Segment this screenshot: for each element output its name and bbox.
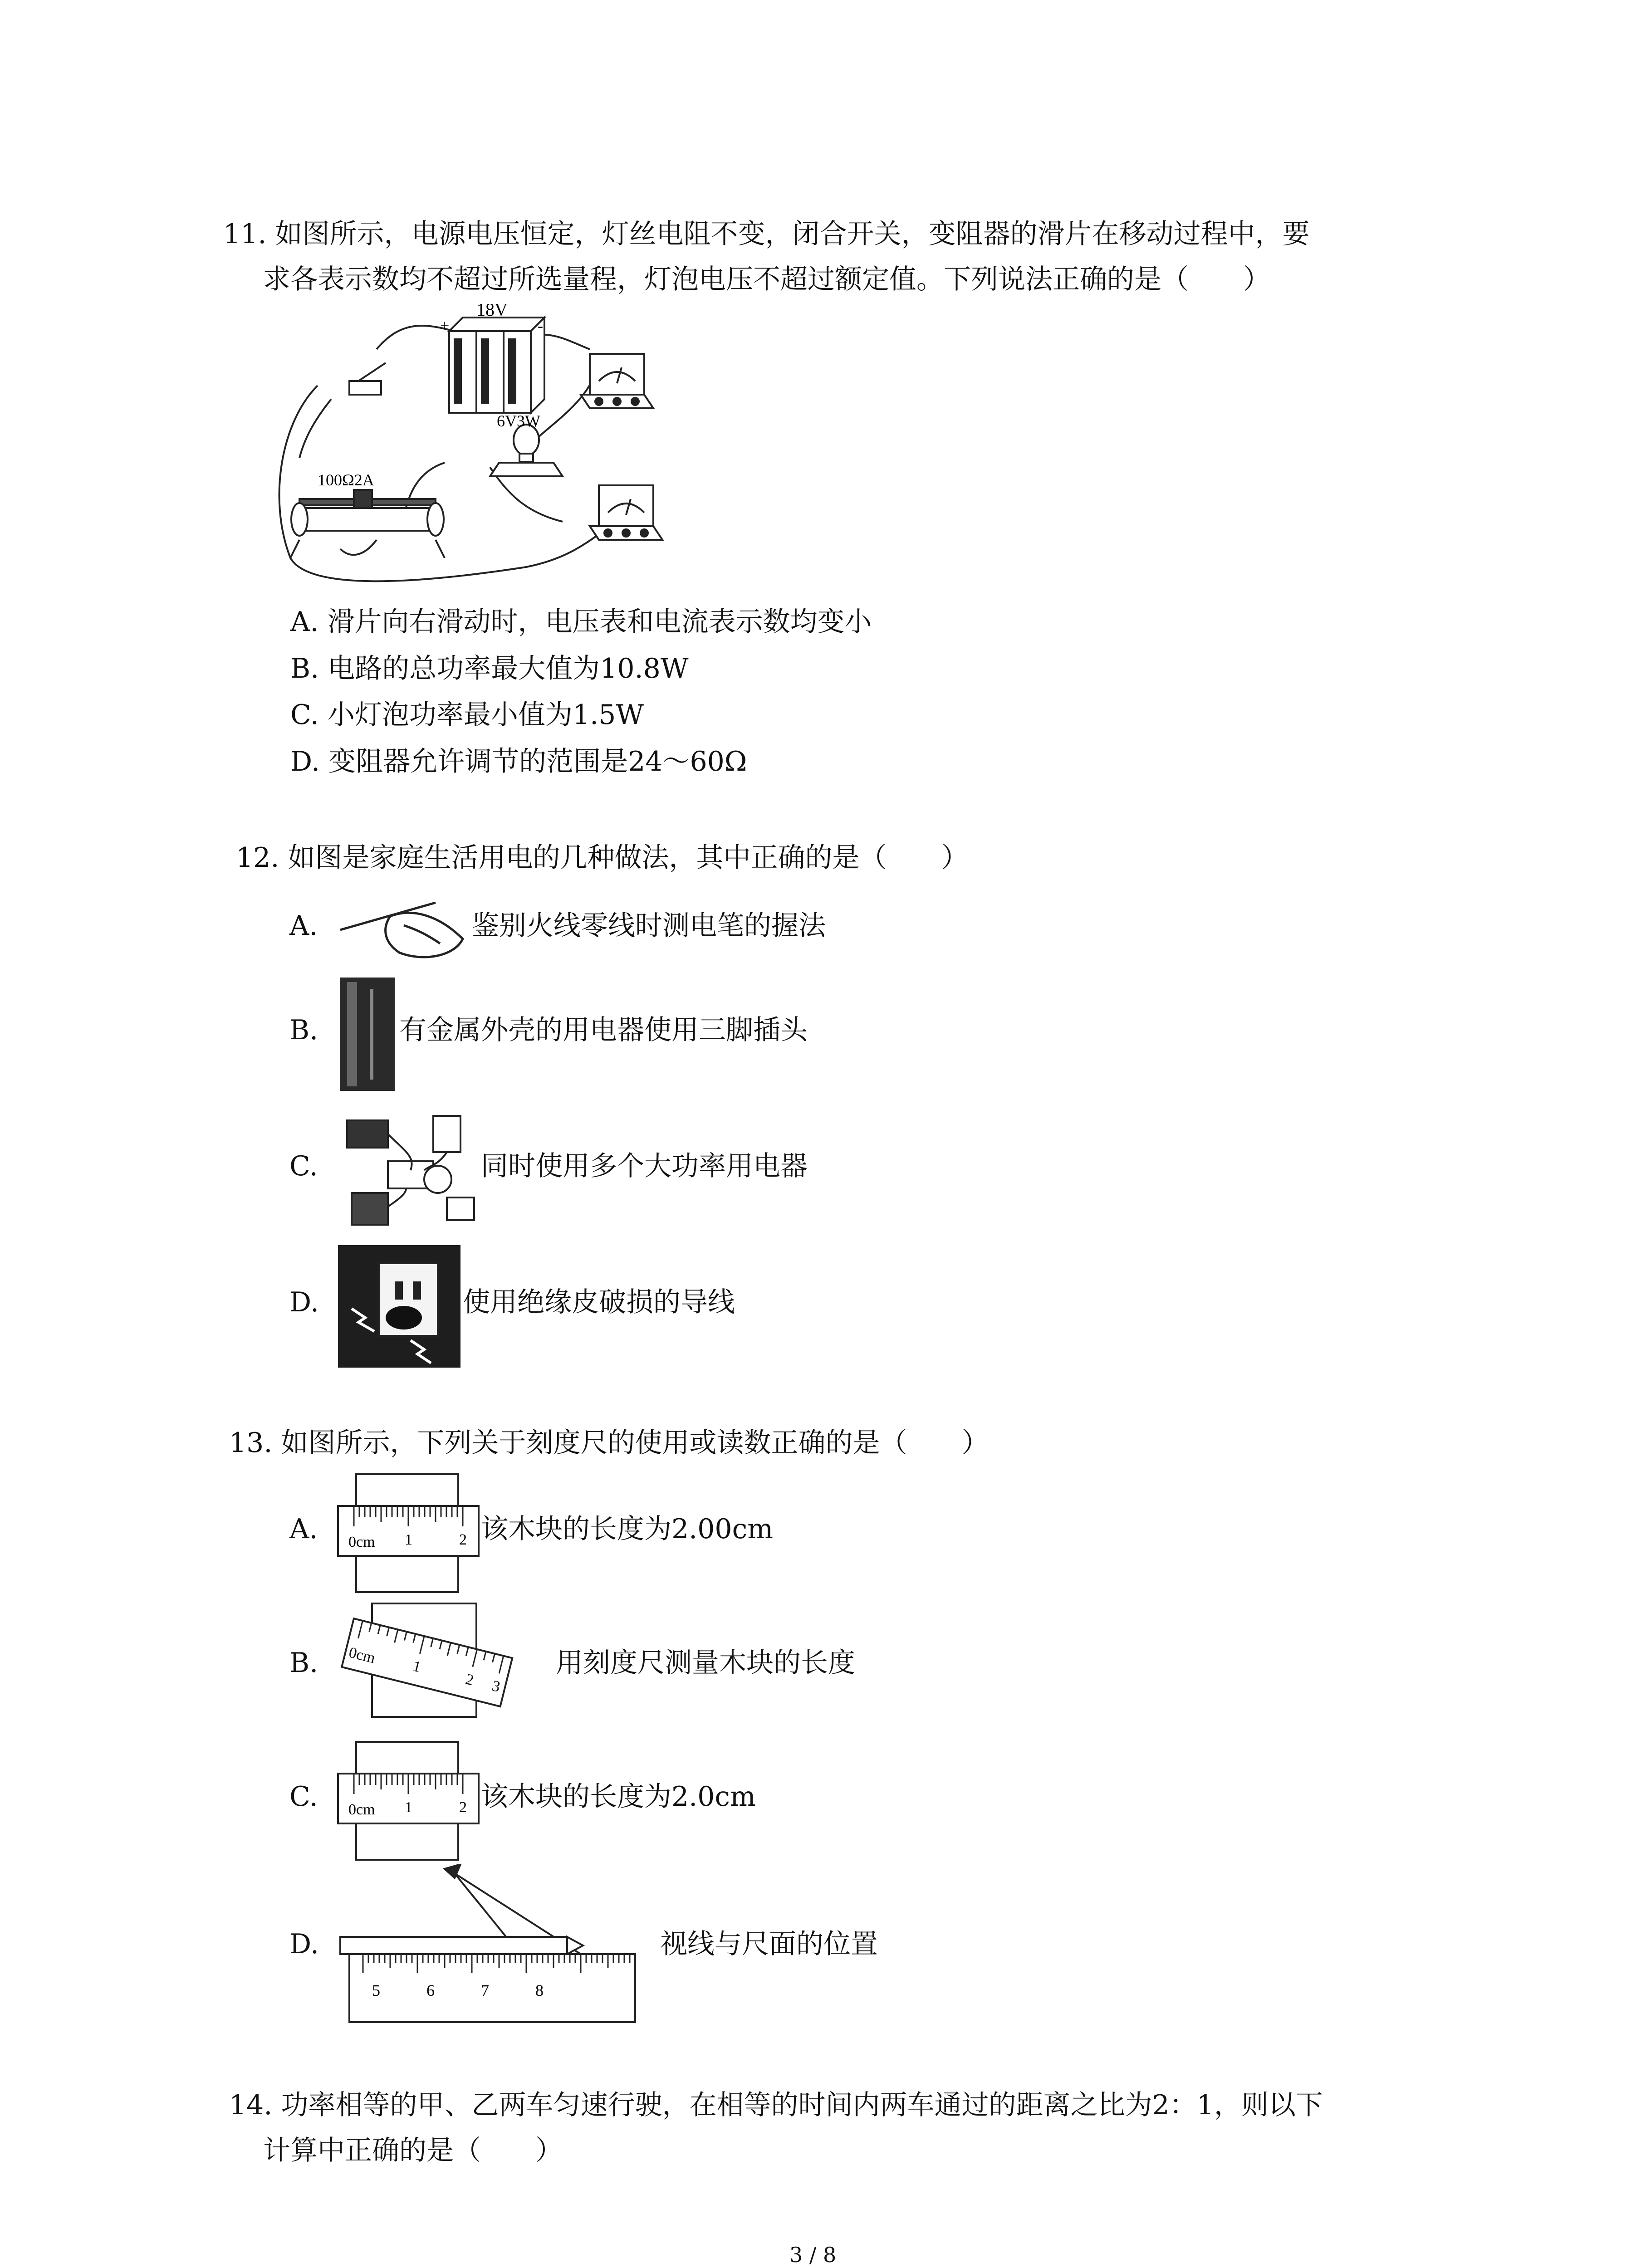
- tick-label-a-1: 1: [405, 1531, 412, 1548]
- q11-option-c[interactable]: C. 小灯泡功率最小值为1.5W: [290, 699, 644, 731]
- three-pin-plug-icon: [338, 975, 397, 1093]
- q12-option-d-letter[interactable]: D.: [289, 1286, 319, 1318]
- overloaded-socket-icon: [338, 1102, 483, 1234]
- damaged-wire-icon: [338, 1245, 460, 1368]
- lamp-icon: [490, 425, 563, 476]
- q14-stem-line2: 计算中正确的是（ ）: [263, 2135, 563, 2166]
- battery-icon: [449, 318, 544, 413]
- battery-plus: +: [440, 317, 450, 335]
- q13-stem: 13. 如图所示，下列关于刻度尺的使用或读数正确的是（ ）: [229, 1427, 989, 1459]
- battery-label: 18V: [476, 304, 508, 320]
- tick-label-b-2: 2: [464, 1671, 475, 1689]
- q12-option-c-text[interactable]: 同时使用多个大功率用电器: [481, 1150, 808, 1182]
- ruler-figure-d: [336, 1864, 653, 2028]
- tick-label-a-2: 2: [459, 1531, 467, 1548]
- rheostat-icon: [290, 490, 445, 558]
- q11-stem-line1: 11. 如图所示，电源电压恒定，灯丝电阻不变，闭合开关，变阻器的滑片在移动过程中，要: [223, 218, 1310, 250]
- tick-label-d-1: 6: [426, 1981, 435, 1999]
- test-pen-hand-icon: [336, 889, 472, 966]
- q13-option-a-letter[interactable]: A.: [289, 1513, 318, 1545]
- battery-minus: -: [538, 317, 543, 335]
- q13-option-b-letter[interactable]: B.: [289, 1647, 318, 1679]
- voltmeter-icon: [590, 485, 662, 540]
- q13-option-c-text[interactable]: 该木块的长度为2.0cm: [481, 1781, 756, 1813]
- tick-label-c-2: 2: [459, 1799, 467, 1816]
- ruler-figure-b: [336, 1601, 535, 1737]
- tick-label-c-1: 1: [405, 1799, 412, 1816]
- q12-option-a-text[interactable]: 鉴别火线零线时测电笔的握法: [472, 910, 826, 942]
- lamp-label: 6V3W: [497, 412, 540, 430]
- ammeter-icon: [581, 354, 653, 408]
- tick-label-d-0: 5: [372, 1981, 380, 1999]
- tick-label-b-0: 0cm: [347, 1644, 377, 1667]
- q11-stem-line2: 求各表示数均不超过所选量程，灯泡电压不超过额定值。下列说法正确的是（ ）: [263, 264, 1270, 295]
- q13-option-c-letter[interactable]: C.: [289, 1781, 318, 1813]
- q13-option-d-letter[interactable]: D.: [289, 1928, 319, 1960]
- tick-label-b-1: 1: [411, 1657, 423, 1676]
- q12-option-b-text[interactable]: 有金属外壳的用电器使用三脚插头: [399, 1014, 808, 1046]
- q12-option-b-letter[interactable]: B.: [289, 1014, 318, 1046]
- page-number: 3 / 8: [789, 2243, 837, 2267]
- q11-option-d[interactable]: D. 变阻器允许调节的范围是24～60Ω: [290, 746, 747, 777]
- q11-circuit-figure: [272, 304, 681, 599]
- q13-option-d-text[interactable]: 视线与尺面的位置: [660, 1928, 878, 1960]
- ruler-figure-c: [336, 1740, 481, 1867]
- tick-label-c-0: 0cm: [348, 1801, 375, 1818]
- q14-stem-line1: 14. 功率相等的甲、乙两车匀速行驶，在相等的时间内两车通过的距离之比为2：1，则以下: [229, 2089, 1323, 2121]
- tick-label-a-0: 0cm: [348, 1534, 375, 1550]
- q13-option-b-text[interactable]: 用刻度尺测量木块的长度: [556, 1647, 855, 1679]
- q12-option-a-letter[interactable]: A.: [289, 910, 318, 942]
- rheostat-label: 100Ω2A: [318, 471, 374, 489]
- q11-option-b[interactable]: B. 电路的总功率最大值为10.8W: [290, 653, 689, 684]
- q12-option-d-text[interactable]: 使用绝缘皮破损的导线: [463, 1286, 735, 1318]
- ruler-figure-a: [336, 1472, 481, 1599]
- q11-option-a[interactable]: A. 滑片向右滑动时，电压表和电流表示数均变小: [290, 606, 872, 638]
- tick-label-d-2: 7: [481, 1981, 489, 1999]
- q12-stem: 12. 如图是家庭生活用电的几种做法，其中正确的是（ ）: [236, 842, 969, 874]
- q13-option-a-text[interactable]: 该木块的长度为2.00cm: [481, 1513, 774, 1545]
- tick-label-b-3: 3: [490, 1677, 502, 1696]
- q12-option-c-letter[interactable]: C.: [289, 1150, 318, 1182]
- tick-label-d-3: 8: [535, 1981, 544, 1999]
- switch-icon: [349, 363, 386, 395]
